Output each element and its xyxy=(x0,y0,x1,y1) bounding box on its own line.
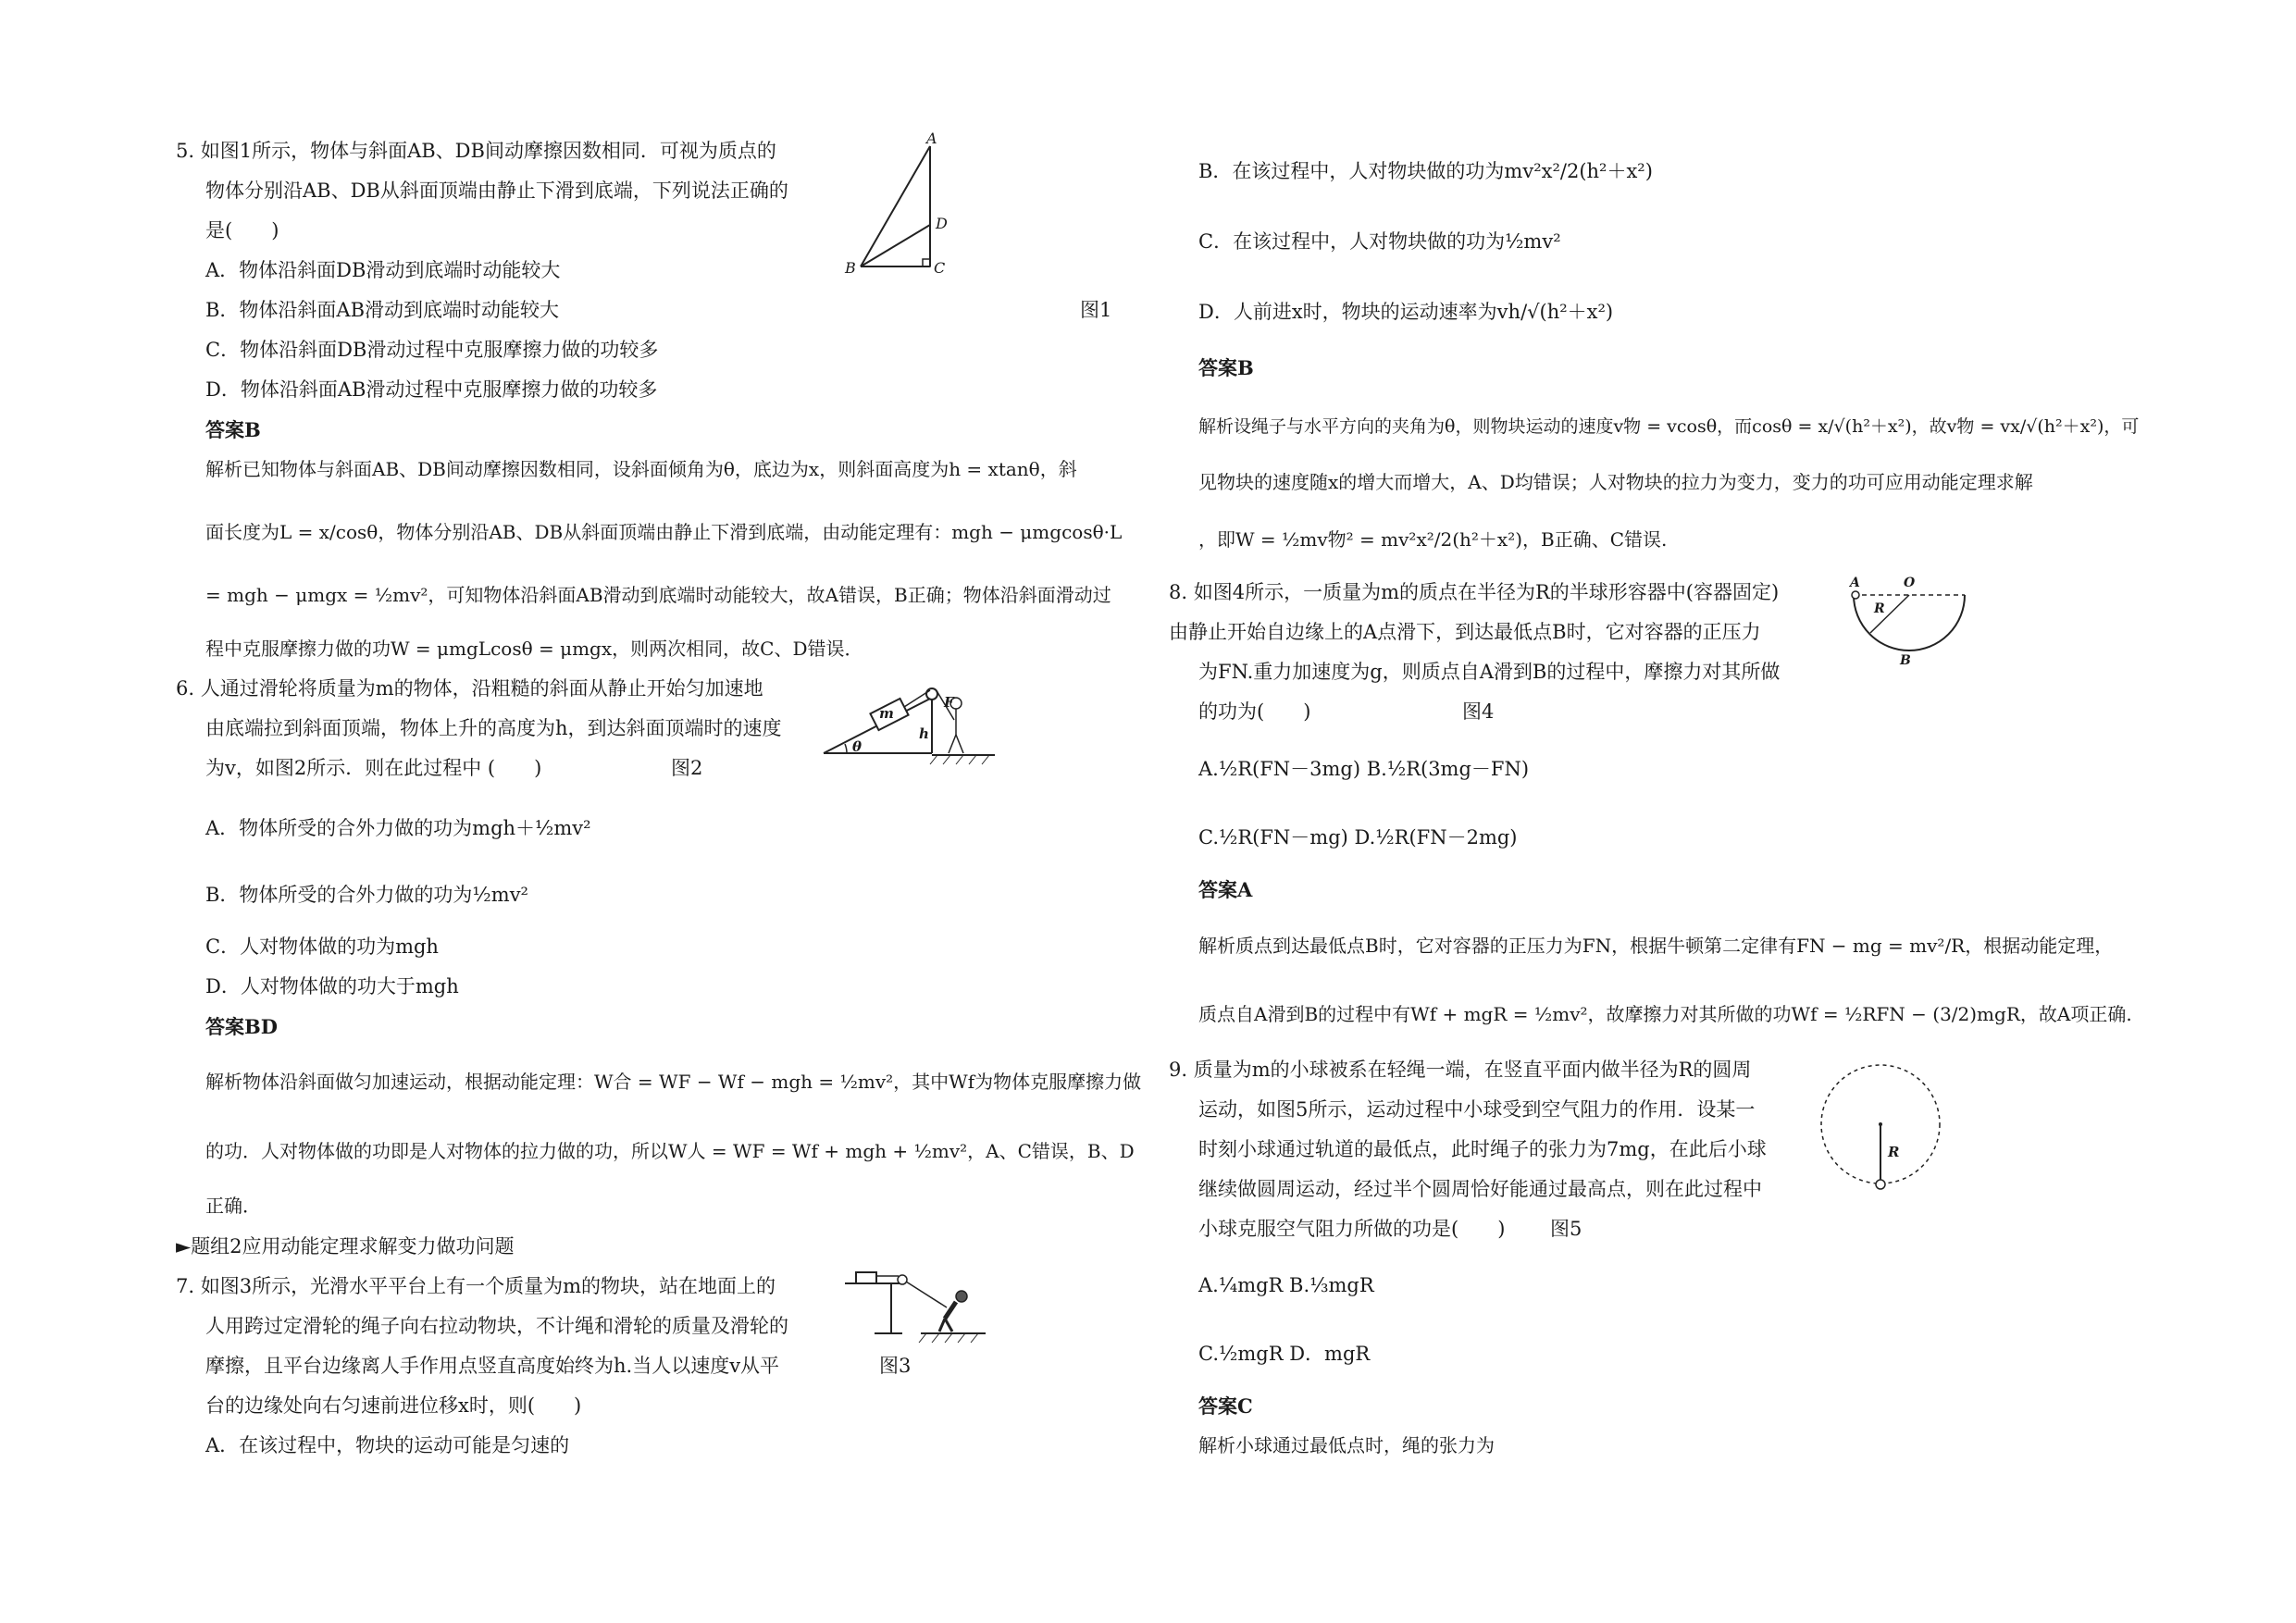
fig4-label-r: R xyxy=(1874,601,1885,616)
q5-option-d: D．物体沿斜面AB滑动过程中克服摩擦力做的功较多 xyxy=(205,378,658,401)
q9-line: 9. 质量为m的小球被系在轻绳一端，在竖直平面内做半径为R的圆周 xyxy=(1169,1059,1752,1081)
q5-line: 物体分别沿AB、DB从斜面顶端由静止下滑到底端，下列说法正确的 xyxy=(205,180,788,202)
fig5-label-r: R xyxy=(1888,1144,1900,1160)
fig1-label-b: B xyxy=(845,259,856,277)
q6-option-b: B．物体所受的合外力做的功为½mv² xyxy=(205,884,528,906)
q6-explanation: 解析物体沿斜面做匀加速运动，根据动能定理：W合 = WF − Wf − mgh = ½mv²，其中Wf为物体克服摩擦力做 xyxy=(205,1071,1142,1093)
q7-option-c: C．在该过程中，人对物块做的功为½mv² xyxy=(1198,230,1561,253)
q8-options-cd: C.½R(FN－mg) D.½R(FN－2mg) xyxy=(1198,826,1518,849)
q9-options-cd: C.½mgR D．mgR xyxy=(1198,1343,1371,1365)
q5-option-c: C．物体沿斜面DB滑动过程中克服摩擦力做的功较多 xyxy=(205,339,659,361)
q8-line: 8. 如图4所示，一质量为m的质点在半径为R的半球形容器中(容器固定) xyxy=(1169,581,1780,603)
q6-option-c: C．人对物体做的功为mgh xyxy=(205,935,439,958)
q5-answer: 答案B xyxy=(205,418,261,441)
figure-3-caption: 图3 xyxy=(879,1355,912,1377)
q7-explanation: 解析设绳子与水平方向的夹角为θ，则物块运动的速度v物 = vcosθ，而cosθ = x/√(h²＋x²)，故v物 = vx/√(h²＋x²)，可 xyxy=(1198,416,2140,437)
figure-1-caption: 图1 xyxy=(1080,299,1112,321)
fig2-label-theta: θ xyxy=(852,738,863,755)
q6-option-a: A．物体所受的合外力做的功为mgh＋½mv² xyxy=(205,817,591,839)
group-2-title: ►题组2应用动能定理求解变力做功问题 xyxy=(176,1235,515,1258)
q6-line: 由底端拉到斜面顶端，物体上升的高度为h，到达斜面顶端时的速度 xyxy=(205,717,782,739)
q5-line: 5. 如图1所示，物体与斜面AB、DB间动摩擦因数相同．可视为质点的 xyxy=(176,140,776,162)
figure-5-caption: 图5 xyxy=(1550,1218,1582,1240)
q8-line: 为FN.重力加速度为g，则质点自A滑到B的过程中，摩擦力对其所做 xyxy=(1198,661,1781,683)
q6-answer: 答案BD xyxy=(205,1015,278,1038)
q9-line: 运动，如图5所示，运动过程中小球受到空气阻力的作用．设某一 xyxy=(1198,1098,1756,1121)
q7-explanation: 见物块的速度随x的增大而增大，A、D均错误；人对物块的拉力为变力，变力的功可应用动能定理求解 xyxy=(1198,471,2033,493)
q5-line: 是( ) xyxy=(205,219,279,242)
q8-explanation: 解析质点到达最低点B时，它对容器的正压力为FN，根据牛顿第二定律有FN − mg = mv²/R，根据动能定理， xyxy=(1198,935,2114,957)
figure-2-caption: 图2 xyxy=(671,757,703,779)
q7-line: 人用跨过定滑轮的绳子向右拉动物块，不计绳和滑轮的质量及滑轮的 xyxy=(205,1315,788,1337)
q7-explanation: ，即W = ½mv物² = mv²x²/2(h²＋x²)，B正确、C错误. xyxy=(1198,528,1668,551)
q7-line: 7. 如图3所示，光滑水平平台上有一个质量为m的物块，站在地面上的 xyxy=(176,1275,776,1297)
q7-line: 摩擦，且平台边缘离人手作用点竖直高度始终为h.当人以速度v从平 xyxy=(205,1355,780,1377)
figure-4-hemisphere xyxy=(1846,576,1967,674)
q7-line: 台的边缘处向右匀速前进位移x时，则( ) xyxy=(205,1394,582,1417)
q8-answer: 答案A xyxy=(1198,878,1253,901)
fig4-label-b: B xyxy=(1900,653,1911,668)
q8-line: 由静止开始自边缘上的A点滑下，到达最低点B时，它对容器的正压力 xyxy=(1169,621,1761,643)
fig2-label-h: h xyxy=(919,725,929,742)
q9-line: 小球克服空气阻力所做的功是( ) xyxy=(1198,1218,1506,1240)
figure-4-caption: 图4 xyxy=(1462,700,1495,723)
fig4-label-o: O xyxy=(1904,576,1916,590)
figure-2-incline-pulley xyxy=(819,677,995,766)
q7-option-d: D．人前进x时，物块的运动速率为vh/√(h²＋x²) xyxy=(1198,301,1614,323)
q5-explanation: 解析已知物体与斜面AB、DB间动摩擦因数相同，设斜面倾角为θ，底边为x，则斜面高度为h = xtanθ，斜 xyxy=(205,458,1077,480)
q5-explanation: 面长度为L = x/cosθ，物体分别沿AB、DB从斜面顶端由静止下滑到底端，由动能定理有：mgh − μmgcosθ·L xyxy=(205,521,1123,543)
q5-explanation: = mgh − μmgx = ½mv²，可知物体沿斜面AB滑动到底端时动能较大，故A错误，B正确；物体沿斜面滑动过 xyxy=(205,584,1111,606)
q5-option-b: B．物体沿斜面AB滑动到底端时动能较大 xyxy=(205,299,560,321)
fig1-label-a: A xyxy=(926,130,937,147)
figure-3-platform-pulley xyxy=(838,1263,990,1346)
q9-answer: 答案C xyxy=(1198,1394,1253,1418)
q5-option-a: A．物体沿斜面DB滑动到底端时动能较大 xyxy=(205,259,561,281)
q9-explanation: 解析小球通过最低点时，绳的张力为 xyxy=(1198,1434,1495,1456)
q6-explanation: 的功．人对物体做的功即是人对物体的拉力做的功，所以W人 = WF = Wf + mgh + ½mv²，A、C错误，B、D xyxy=(205,1140,1135,1162)
figure-5-circle xyxy=(1816,1064,1945,1194)
fig4-label-a: A xyxy=(1850,576,1860,590)
q6-explanation: 正确． xyxy=(205,1195,261,1217)
fig2-label-m: m xyxy=(879,705,894,722)
q8-options-ab: A.½R(FN－3mg) B.½R(3mg－FN) xyxy=(1198,758,1530,780)
q6-option-d: D．人对物体做的功大于mgh xyxy=(205,975,459,997)
q6-line: 为v，如图2所示．则在此过程中 ( ) xyxy=(205,757,542,779)
figure-1-incline xyxy=(838,130,967,277)
q7-option-a: A．在该过程中，物块的运动可能是匀速的 xyxy=(205,1434,570,1456)
fig1-label-c: C xyxy=(934,259,946,277)
q7-option-b: B．在该过程中，人对物块做的功为mv²x²/2(h²＋x²) xyxy=(1198,160,1653,182)
q9-options-ab: A.¼mgR B.⅓mgR xyxy=(1198,1274,1374,1296)
q8-line: 的功为( ) xyxy=(1198,700,1311,723)
q9-line: 继续做圆周运动，经过半个圆周恰好能通过最高点，则在此过程中 xyxy=(1198,1178,1762,1200)
q7-answer: 答案B xyxy=(1198,356,1254,379)
fig2-label-f: F xyxy=(944,694,954,711)
q6-line: 6. 人通过滑轮将质量为m的物体，沿粗糙的斜面从静止开始匀加速地 xyxy=(176,677,763,700)
q8-explanation: 质点自A滑到B的过程中有Wf + mgR = ½mv²，故摩擦力对其所做的功Wf = ½RFN − (3/2)mgR，故A项正确. xyxy=(1198,1003,2132,1025)
q9-line: 时刻小球通过轨道的最低点，此时绳子的张力为7mg，在此后小球 xyxy=(1198,1138,1767,1160)
q5-explanation: 程中克服摩擦力做的功W = μmgLcosθ = μmgx，则两次相同，故C、D错误． xyxy=(205,638,863,660)
fig1-label-d: D xyxy=(936,215,948,232)
